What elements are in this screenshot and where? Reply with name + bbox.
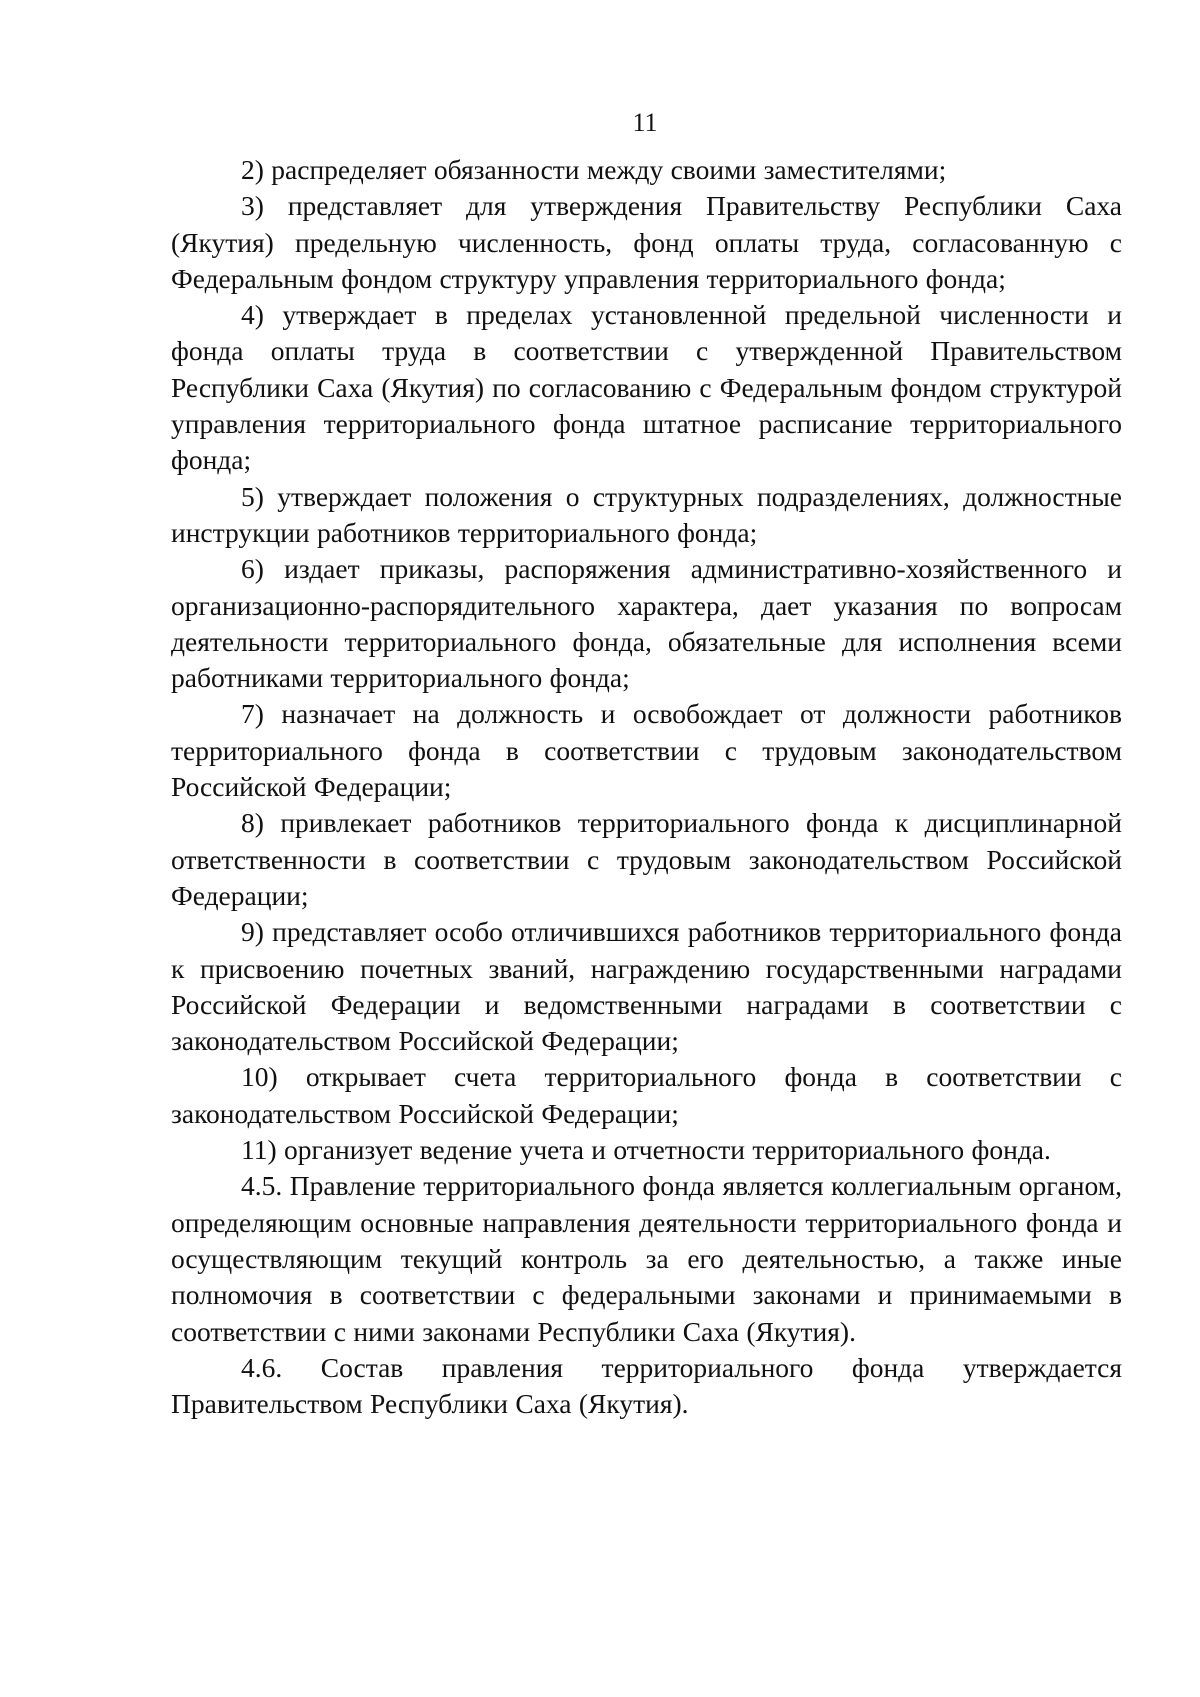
page-number: 11 [632, 108, 658, 137]
list-item-8: 8) привлекает работников территориального фонда к дисциплинарной ответственности в соответствии с трудовым законодательством Российской Федерации; [171, 807, 1122, 911]
list-item-3: 3) представляет для утверждения Правительству Республики Саха (Якутия) предельную численность, фонд оплаты труда, согласованную с Федеральным фондом структуру управления территориального фонда; [171, 190, 1122, 294]
list-item-7: 7) назначает на должность и освобождает от должности работников территориального фонда в соответствии с трудовым законодательством Российской Федерации; [171, 698, 1122, 803]
document-body [171, 152, 1122, 1422]
list-item-4: 4) утверждает в пределах установленной предельной численности и фонда оплаты труда в соответствии с утвержденной Правительством Республики Саха (Якутия) по согласованию с Федеральным фондом структурой управления территориального фонда штатное расписание территориального фонда; [171, 299, 1122, 476]
list-item-6: 6) издает приказы, распоряжения административно-хозяйственного и организационно-распорядительного характера, дает указания по вопросам деятельности территориального фонда, обязательные для исполнения всеми работниками территориального фонда; [171, 553, 1122, 694]
list-item-2: 2) распределяет обязанности между своими заместителями; [241, 154, 947, 185]
clause-4-6: 4.6. Состав правления территориального фонда утверждается Правительством Республики Саха (Якутия). [171, 1351, 1122, 1420]
list-item-11: 11) организует ведение учета и отчетности территориального фонда. [241, 1134, 1051, 1166]
clause-4-5: 4.5. Правление территориального фонда является коллегиальным органом, определяющим основные направления деятельности территориального фонда и осуществляющим текущий контроль за его деятельностью, а также иные полномочия в соответствии с федеральными законами и принимаемыми в соответствии с ними законами Республики Саха (Якутия). [171, 1170, 1122, 1347]
list-item-9: 9) представляет особо отличившихся работников территориального фонда к присвоению почетных званий, награждению государственными наградами Российской Федерации и ведомственными наградами в соответствии с законодательством Российской Федерации; [171, 916, 1122, 1057]
list-item-5: 5) утверждает положения о структурных подразделениях, должностные инструкции работников территориального фонда; [171, 480, 1122, 548]
list-item-10: 10) открывает счета территориального фонда в соответствии с законодательством Российской Федерации; [171, 1061, 1122, 1129]
